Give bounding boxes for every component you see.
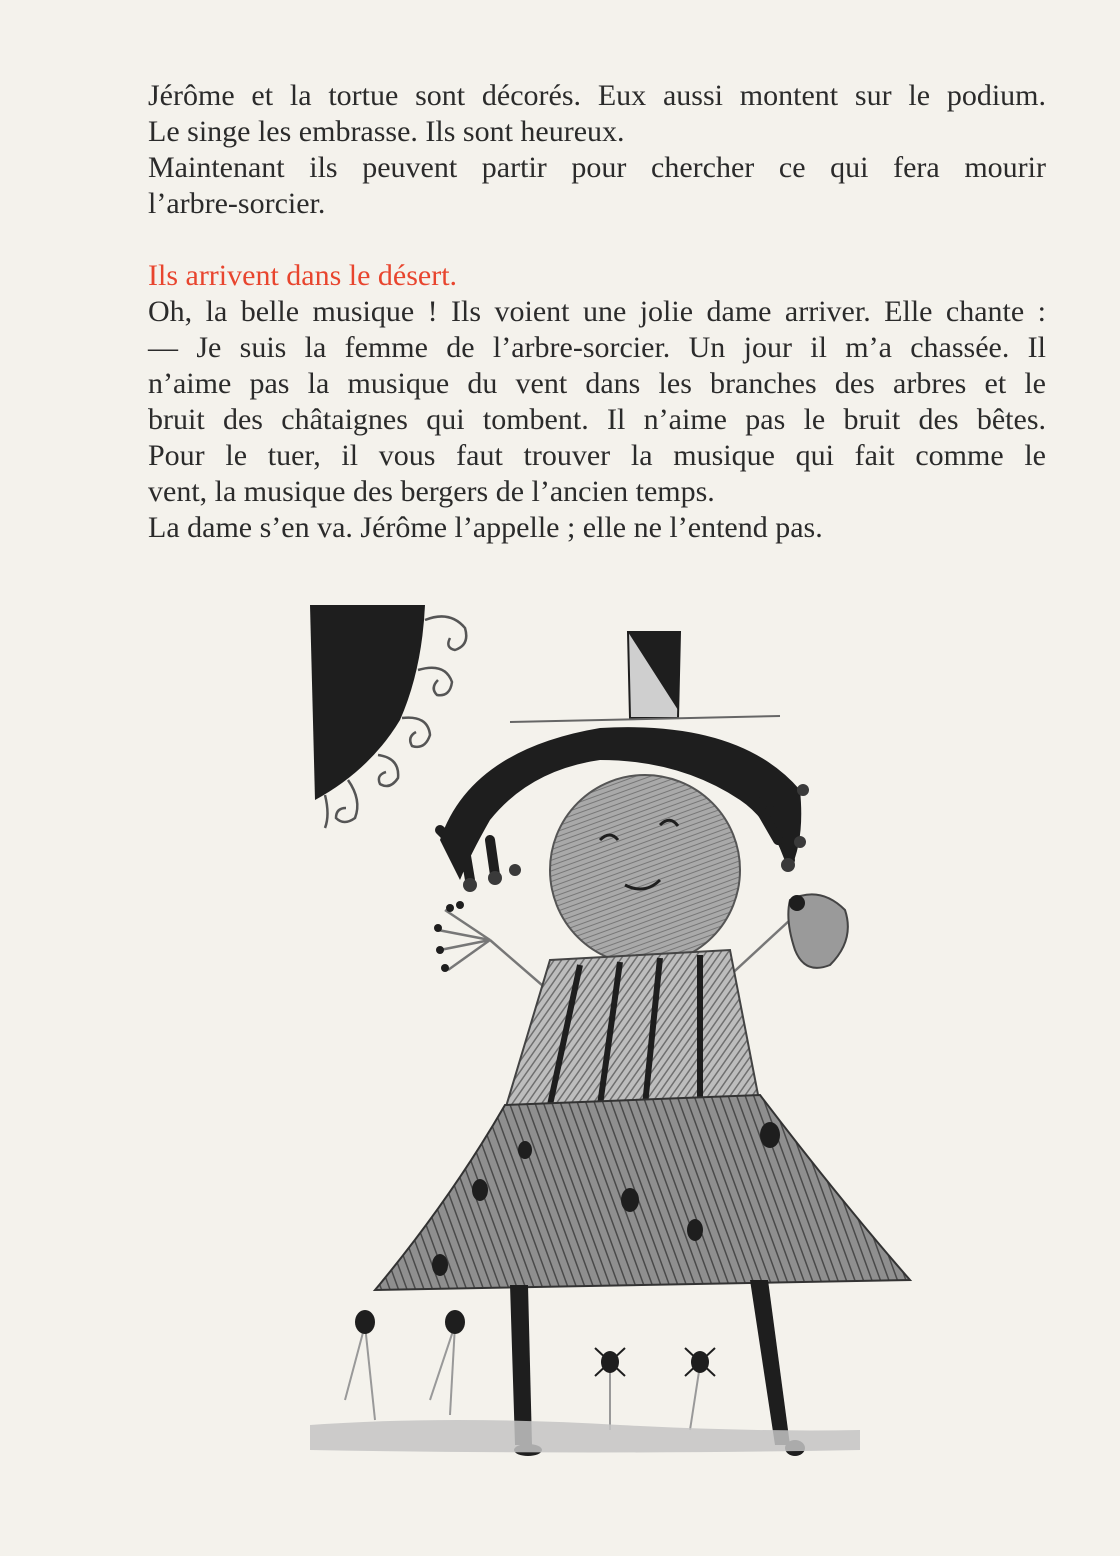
text-line: Jérôme et la tortue sont décorés. Eux aussi montent sur le podium. <box>148 79 1046 112</box>
section-heading: Ils arrivent dans le désert. <box>148 259 458 292</box>
torso-drawing <box>505 950 760 1110</box>
text-line: Le singe les embrasse. Ils sont heureux. <box>148 115 625 148</box>
child-drawing-icon <box>300 600 920 1470</box>
hat-drawing <box>510 632 780 722</box>
text-line: Maintenant ils peuvent partir pour chercher ce qui fera mourir <box>148 151 1046 184</box>
sun-drawing <box>310 605 466 828</box>
text-line: Pour le tuer, il vous faut trouver la musique qui fait comme le <box>148 439 1046 472</box>
text-line: vent, la musique des bergers de l’ancien temps. <box>148 475 715 508</box>
text-line: Oh, la belle musique ! Ils voient une jolie dame arriver. Elle chante : <box>148 295 1046 328</box>
text-line: La dame s’en va. Jérôme l’appelle ; elle ne l’entend pas. <box>148 511 823 544</box>
paragraph-2 <box>148 258 1046 546</box>
paragraph-1 <box>148 78 1046 222</box>
skirt-drawing <box>375 1095 910 1290</box>
text-line: n’aime pas la musique du vent dans les branches des arbres et le <box>148 367 1046 400</box>
text-line: bruit des châtaignes qui tombent. Il n’aime pas le bruit des bêtes. <box>148 403 1046 436</box>
face-drawing <box>550 775 740 965</box>
text-line: — Je suis la femme de l’arbre-sorcier. Un jour il m’a chassée. Il <box>148 331 1046 364</box>
text-line: l’arbre-sorcier. <box>148 187 326 220</box>
